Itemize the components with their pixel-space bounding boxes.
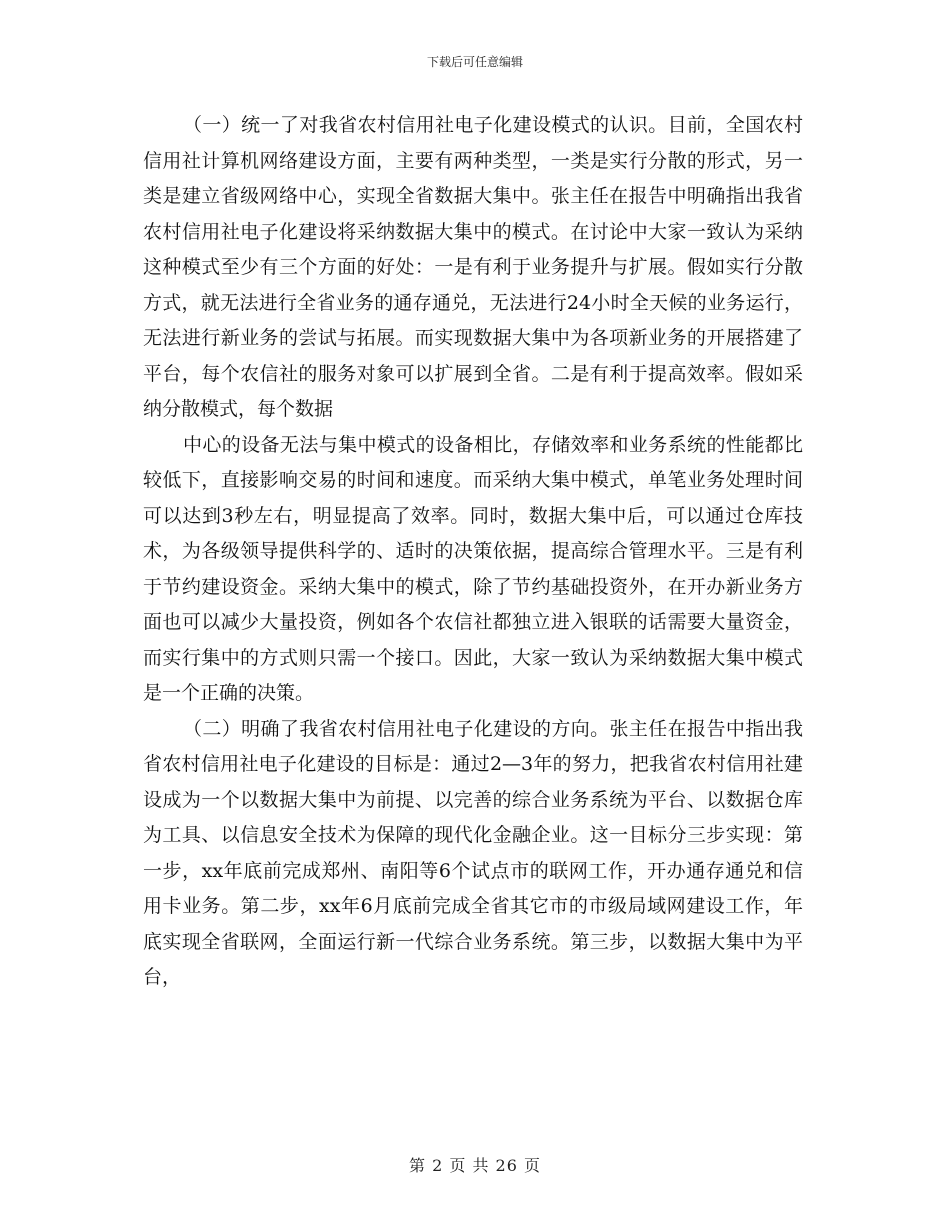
- paragraph-2: 中心的设备无法与集中模式的设备相比，存储效率和业务系统的性能都比较低下，直接影响交易的时间和速度。而采纳大集中模式，单笔业务处理时间可以达到3秒左右，明显提高了效率。同时，数据大集中后，可以通过仓库技术，为各级领导提供科学的、适时的决策依据，提高综合管理水平。三是有利于节约建设资金。采纳大集中的模式，除了节约基础投资外，在开办新业务方面也可以减少大量投资，例如各个农信社都独立进入银联的话需要大量资金，而实行集中的方式则只需一个接口。因此，大家一致认为采纳数据大集中模式是一个正确的决策。: [143, 433, 803, 704]
- body-text: [143, 108, 803, 996]
- header-note: 下载后可任意编辑: [426, 55, 523, 69]
- paragraph-3: （二）明确了我省农村信用社电子化建设的方向。张主任在报告中指出我省农村信用社电子化建设的目标是：通过2—3年的努力，把我省农村信用社建设成为一个以数据大集中为前提、以完善的综合业务系统为平台、以数据仓库为工具、以信息安全技术为保障的现代化金融企业。这一目标分三步实现：第一步，xx年底前完成郑州、南阳等6个试点市的联网工作，开办通存通兑和信用卡业务。第二步，xx年6月底前完成全省其它市的市级局域网建设工作，年底实现全省联网，全面运行新一代综合业务系统。第三步，以数据大集中为平台，: [143, 717, 803, 988]
- page-number-footer: 第 2 页 共 26 页: [409, 1156, 541, 1175]
- paragraph-1: （一）统一了对我省农村信用社电子化建设模式的认识。目前，全国农村信用社计算机网络建设方面，主要有两种类型，一类是实行分散的形式，另一类是建立省级网络中心，实现全省数据大集中。张主任在报告中明确指出我省农村信用社电子化建设将采纳数据大集中的模式。在讨论中大家一致认为采纳这种模式至少有三个方面的好处：一是有利于业务提升与扩展。假如实行分散方式，就无法进行全省业务的通存通兑，无法进行24小时全天候的业务运行，无法进行新业务的尝试与拓展。而实现数据大集中为各项新业务的开展搭建了平台，每个农信社的服务对象可以扩展到全省。二是有利于提高效率。假如采纳分散模式，每个数据: [143, 114, 803, 420]
